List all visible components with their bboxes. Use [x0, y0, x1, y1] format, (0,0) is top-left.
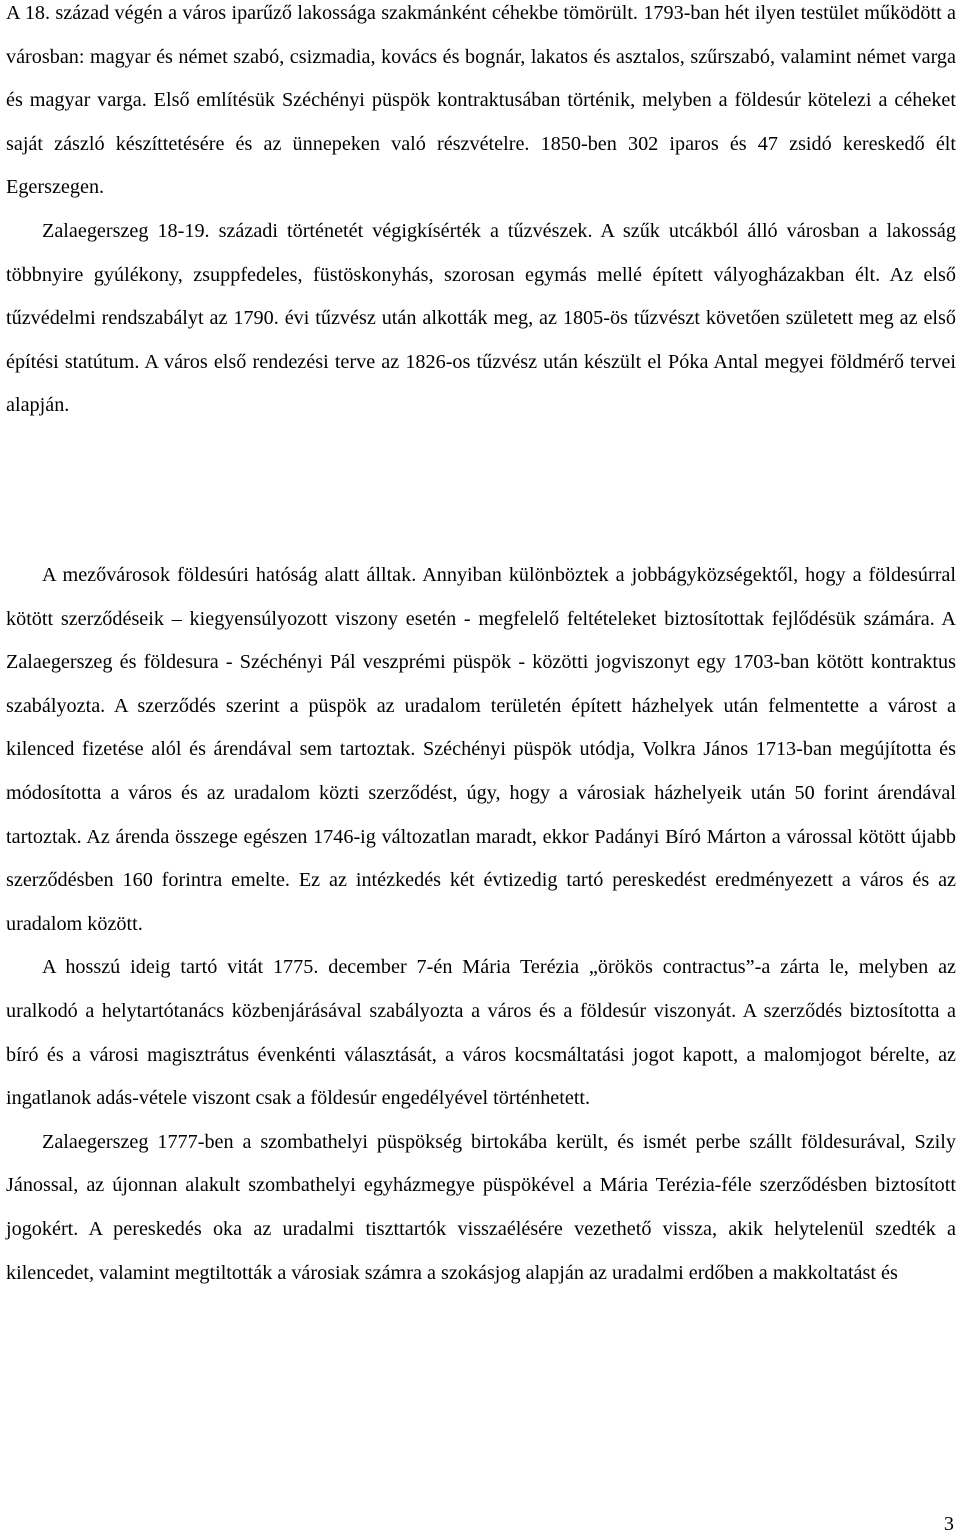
- text-section-guilds-and-fires: [6, 0, 956, 428]
- text-section-market-towns: [6, 554, 956, 1295]
- paragraph-fires: Zalaegerszeg 18-19. századi történetét végigkísérték a tűzvészek. A szűk utcákból álló városban a lakosság többnyire gyúlékony, zsuppfedeles, füstöskonyhás, szorosan egymás mellé épített vályogházakban élt. Az első tűzvédelmi rendszabályt az 1790. évi tűzvész után alkották meg, az 1805-ös tűzvészt követően született meg az első építési statútum. A város első rendezési terve az 1826-os tűzvész után készült el Póka Antal megyei földmérő tervei alapján.: [6, 219, 956, 417]
- paragraph-market-towns: A mezővárosok földesúri hatóság alatt álltak. Annyiban különböztek a jobbágyközségektől, hogy a földesúrral kötött szerződéseik – kiegyensúlyozott viszony esetén - megfelelő feltételeket biztosítottak fejlődésük számára. A Zalaegerszeg és földesura - Széchényi Pál veszprémi püspök - közötti jogviszonyt egy 1703-ban kötött kontraktus szabályozta. A szerződés szerint a püspök az uradalom területén épített házhelyek után felmentette a várost a kilenced fizetése alól és árendával sem tartoztak. Széchényi püspök utódja, Volkra János 1713-ban megújította és módosította a város és az uradalom közti szerződést, úgy, hogy a városiak házhelyeik után 50 forint árendával tartoztak. Az árenda összege egészen 1746-ig változatlan maradt, ekkor Padányi Bíró Márton a várossal kötött újabb szerződésben 160 forintra emelte. Ez az intézkedés két évtizedig tartó pereskedést eredményezett a város és az uradalom között.: [6, 564, 956, 935]
- paragraph-contract-1775: A hosszú ideig tartó vitát 1775. december 7-én Mária Terézia „örökös contractus”-a zárta le, melyben az uralkodó a helytartótanács közbenjárásával szabályozta a város és a földesúr viszonyát. A szerződés biztosította a bíró és a városi magisztrátus évenkénti választását, a város kocsmáltatási jogot kapott, a malomjogot bérelte, az ingatlanok adás-vétele viszont csak a földesúr engedélyével történhetett.: [6, 956, 956, 1110]
- page-number: 3: [943, 1513, 954, 1535]
- paragraph-bishopric-1777: Zalaegerszeg 1777-ben a szombathelyi püspökség birtokába került, és ismét perbe szállt földesurával, Szily Jánossal, az újonnan alakult szombathelyi egyházmegye püspökével a Mária Terézia-féle szerződésben biztosított jogokért. A pereskedés oka az uradalmi tiszttartók visszaélésére vezethető vissza, akik helytelenül szedték a kilencedet, valamint megtiltották a városiak számra a szokásjog alapján az uradalmi erdőben a makkoltatást és: [6, 1130, 956, 1284]
- paragraph-guilds: A 18. század végén a város iparűző lakossága szakmánként céhekbe tömörült. 1793-ban hét ilyen testület működött a városban: magyar és német szabó, csizmadia, kovács és bognár, lakatos és asztalos, szűrszabó, valamint német varga és magyar varga. Első említésük Széchényi püspök kontraktusában történik, melyben a földesúr kötelezi a céheket saját zászló készíttetésére és az ünnepeken való részvételre. 1850-ben 302 iparos és 47 zsidó kereskedő élt Egerszegen.: [6, 2, 956, 199]
